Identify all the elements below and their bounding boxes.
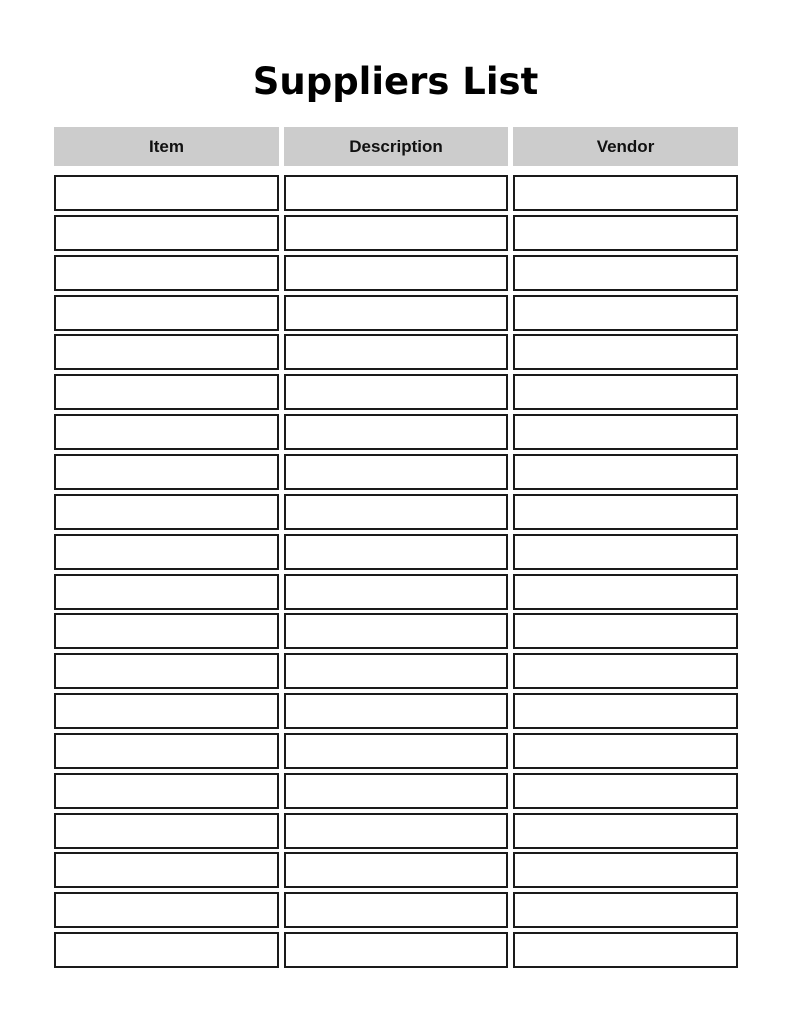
cell-vendor[interactable]: [513, 454, 738, 490]
cell-description[interactable]: [284, 255, 508, 291]
cell-vendor[interactable]: [513, 932, 738, 968]
cell-description[interactable]: [284, 892, 508, 928]
cell-item[interactable]: [54, 773, 279, 809]
cell-vendor[interactable]: [513, 653, 738, 689]
column-header-item: Item: [54, 127, 279, 166]
cell-description[interactable]: [284, 693, 508, 729]
cell-vendor[interactable]: [513, 175, 738, 211]
cell-item[interactable]: [54, 693, 279, 729]
cell-vendor[interactable]: [513, 494, 738, 530]
cell-description[interactable]: [284, 494, 508, 530]
cell-description[interactable]: [284, 454, 508, 490]
cell-item[interactable]: [54, 374, 279, 410]
cell-item[interactable]: [54, 215, 279, 251]
cell-description[interactable]: [284, 773, 508, 809]
cell-vendor[interactable]: [513, 334, 738, 370]
cell-item[interactable]: [54, 733, 279, 769]
cell-description[interactable]: [284, 534, 508, 570]
cell-vendor[interactable]: [513, 813, 738, 849]
cell-item[interactable]: [54, 813, 279, 849]
cell-description[interactable]: [284, 414, 508, 450]
cell-vendor[interactable]: [513, 613, 738, 649]
cell-description[interactable]: [284, 175, 508, 211]
cell-item[interactable]: [54, 295, 279, 331]
cell-vendor[interactable]: [513, 295, 738, 331]
cell-description[interactable]: [284, 295, 508, 331]
cell-vendor[interactable]: [513, 534, 738, 570]
cell-description[interactable]: [284, 653, 508, 689]
cell-item[interactable]: [54, 494, 279, 530]
page-title: Suppliers List: [252, 60, 539, 103]
cell-vendor[interactable]: [513, 215, 738, 251]
cell-vendor[interactable]: [513, 693, 738, 729]
cell-vendor[interactable]: [513, 374, 738, 410]
cell-description[interactable]: [284, 852, 508, 888]
cell-item[interactable]: [54, 334, 279, 370]
cell-item[interactable]: [54, 892, 279, 928]
cell-description[interactable]: [284, 574, 508, 610]
cell-vendor[interactable]: [513, 574, 738, 610]
cell-description[interactable]: [284, 374, 508, 410]
cell-item[interactable]: [54, 534, 279, 570]
cell-vendor[interactable]: [513, 255, 738, 291]
cell-item[interactable]: [54, 852, 279, 888]
column-header-description: Description: [284, 127, 508, 166]
cell-item[interactable]: [54, 255, 279, 291]
cell-description[interactable]: [284, 813, 508, 849]
cell-description[interactable]: [284, 215, 508, 251]
cell-item[interactable]: [54, 932, 279, 968]
cell-item[interactable]: [54, 574, 279, 610]
cell-item[interactable]: [54, 613, 279, 649]
cell-description[interactable]: [284, 932, 508, 968]
cell-description[interactable]: [284, 733, 508, 769]
cell-vendor[interactable]: [513, 773, 738, 809]
cell-item[interactable]: [54, 414, 279, 450]
cell-item[interactable]: [54, 454, 279, 490]
cell-vendor[interactable]: [513, 892, 738, 928]
cell-vendor[interactable]: [513, 852, 738, 888]
cell-vendor[interactable]: [513, 733, 738, 769]
cell-description[interactable]: [284, 613, 508, 649]
cell-description[interactable]: [284, 334, 508, 370]
cell-item[interactable]: [54, 175, 279, 211]
cell-vendor[interactable]: [513, 414, 738, 450]
column-header-vendor: Vendor: [513, 127, 738, 166]
cell-item[interactable]: [54, 653, 279, 689]
